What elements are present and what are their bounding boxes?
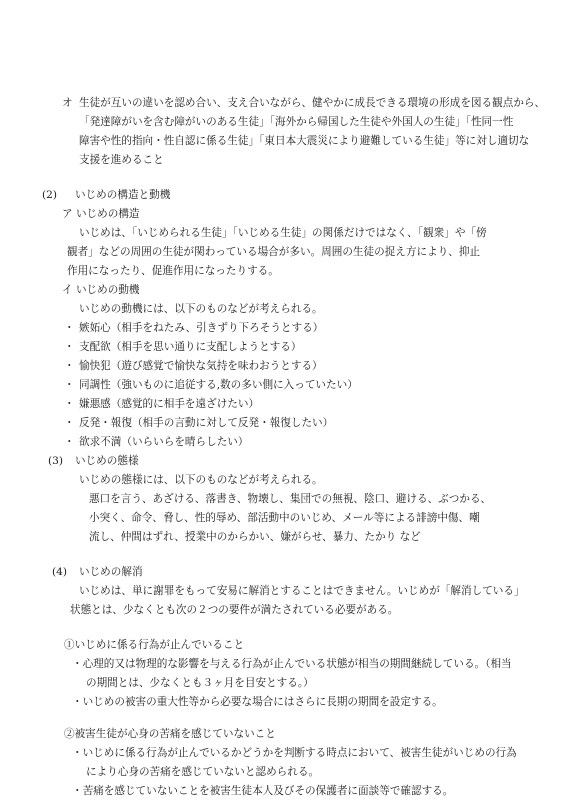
- sec2-i-intro: いじめの動機には、以下のものなどが考えられる。: [79, 303, 323, 315]
- sec-o-line-2: 「発達障がいを含む障がいのある生徒」「海外から帰国した生徒や外国人の生徒」「性同一性: [79, 116, 514, 128]
- sec2-a-line-1: いじめは、「いじめられる生徒」「いじめる生徒」の関係だけではなく、「観衆」や「傍: [79, 227, 487, 239]
- sec2-i-heading: イ いじめの動機: [62, 284, 140, 296]
- requirement-1-bullet-1-line-2: の期間とは、少なくとも３ヶ月を目安とする。）: [86, 677, 314, 689]
- motive-item: 同調性（強いものに追従する,数の多い側に入っていたい）: [79, 379, 358, 391]
- motive-item: 反発・報復（相手の言動に対して反発・報復したい）: [79, 417, 334, 429]
- motive-item: 愉快犯（遊び感覚で愉快な気持を味わおうとする）: [79, 360, 323, 372]
- sec-o-marker: オ: [62, 97, 73, 109]
- motive-item: 嫌悪感（感覚的に相手を遠ざけたい）: [79, 398, 260, 410]
- sec3-heading: いじめの態様: [75, 455, 139, 467]
- motive-bullet: ・: [64, 398, 75, 410]
- requirement-2-heading: ②被害生徒が心身の苦痛を感じていないこと: [64, 728, 276, 740]
- sec3-heading-num: (3): [48, 455, 64, 467]
- sec3-intro: いじめの態様には、以下のものなどが考えられる。: [79, 474, 323, 486]
- requirement-2-bullet-1-line-2: により心身の苦痛を感じていないと認められる。: [86, 766, 320, 778]
- requirement-1-bullet-1-line-1: ・心理的又は物理的な影響を与える行為が止んでいる状態が相当の期間継続している。（相当: [72, 658, 512, 670]
- sec2-a-line-3: 作用になったり、促進作用になったりする。: [67, 265, 279, 277]
- sec4-heading-num: (4): [52, 566, 68, 578]
- sec4-line-1: いじめは、単に謝罪をもって安易に解消とすることはできません。いじめが「解消している」: [79, 585, 525, 597]
- requirement-2-bullet-1-line-1: ・いじめに係る行為が止んでいるかどうかを判断する時点において、被害生徒がいじめの行為: [72, 747, 517, 759]
- motive-item: 嫉妬心（相手をねたみ、引きずり下ろそうとする）: [79, 322, 324, 334]
- sec3-line-2: 小突く、命令、脅し、性的辱め、部活動中のいじめ、メール等による誹謗中傷、嘲: [89, 512, 480, 524]
- motive-item: 欲求不満（いらいらを晴らしたい）: [79, 436, 249, 448]
- sec-o-line-3: 障害や性的指向・性自認に係る生徒」「東日本大震災により避難している生徒」等に対し適切な: [79, 135, 530, 147]
- requirement-1-heading: ①いじめに係る行為が止んでいること: [64, 639, 245, 651]
- sec2-a-heading: ア いじめの構造: [62, 208, 140, 220]
- motive-bullet: ・: [64, 322, 75, 334]
- sec4-heading: いじめの解消: [79, 566, 143, 578]
- sec2-a-line-2: 観者」などの周囲の生徒が関わっている場合が多い。周囲の生徒の捉え方により、抑止: [67, 246, 481, 258]
- requirement-2-bullet-2: ・苦痛を感じていないことを被害生徒本人及びその保護者に面談等で確認する。: [72, 785, 454, 797]
- sec-o-line-1: 生徒が互いの違いを認め合い、支え合いながら、健やかに成長できる環境の形成を図る観点から、: [79, 97, 546, 109]
- sec3-line-1: 悪口を言う、あざける、落書き、物壊し、集団での無視、陰口、避ける、ぶつかる、: [89, 493, 492, 505]
- motive-bullet: ・: [64, 417, 75, 429]
- sec2-heading: いじめの構造と動機: [75, 189, 171, 201]
- sec2-heading-num: (2): [42, 189, 58, 201]
- sec4-line-2: 状態とは、少なくとも次の２つの要件が満たされている必要がある。: [70, 604, 399, 616]
- requirement-1-bullet-2: ・いじめの被害の重大性等から必要な場合にはさらに長期の期間を設定する。: [72, 696, 443, 708]
- motive-bullet: ・: [64, 379, 75, 391]
- sec-o-line-4: 支援を進めること: [79, 154, 164, 166]
- motive-bullet: ・: [64, 436, 75, 448]
- sec3-line-3: 流し、仲間はずれ、授業中のからかい、嫌がらせ、暴力、たかり など: [89, 531, 421, 543]
- motive-item: 支配欲（相手を思い通りに支配しようとする）: [79, 341, 302, 353]
- motive-bullet: ・: [64, 360, 75, 372]
- motive-bullet: ・: [64, 341, 75, 353]
